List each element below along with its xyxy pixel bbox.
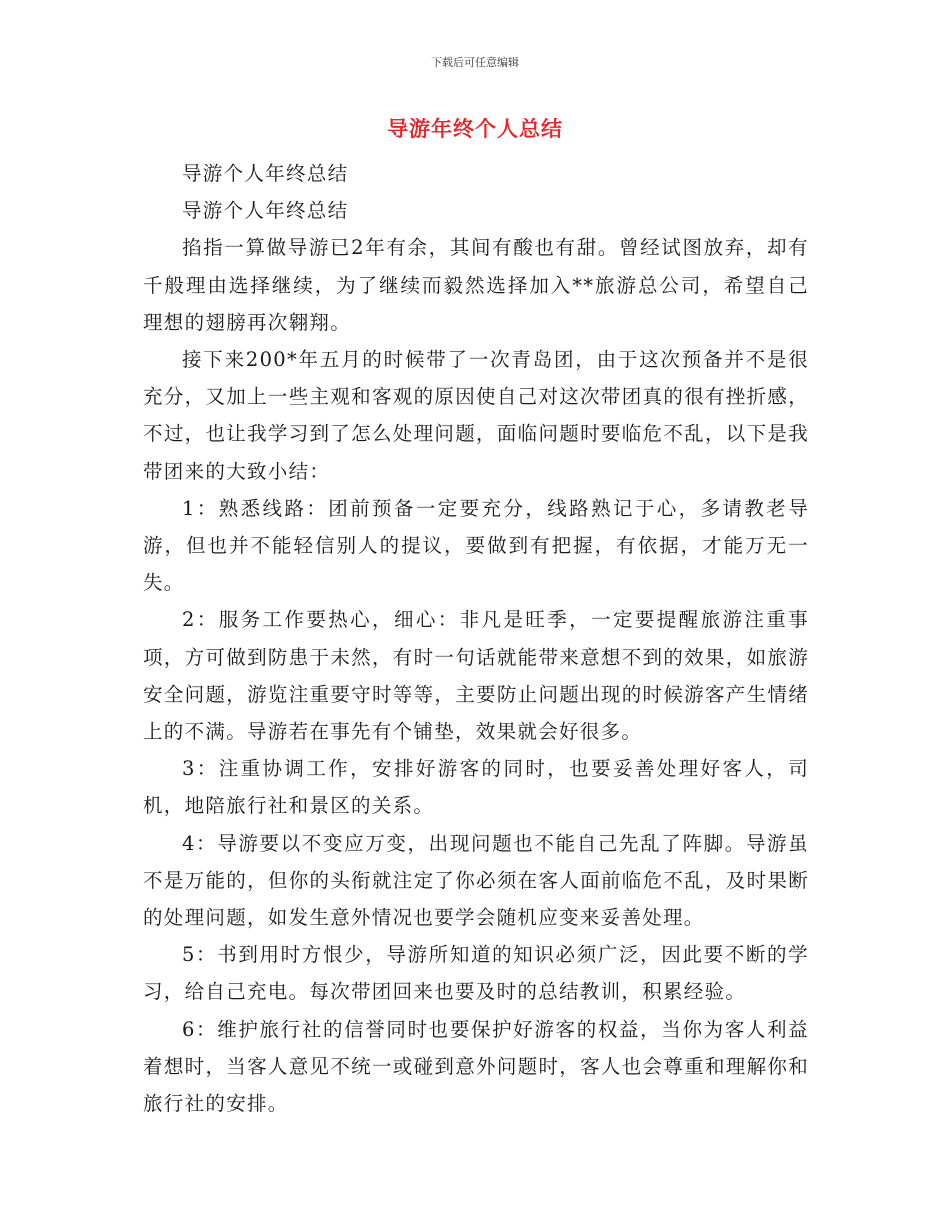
paragraph: 接下来200*年五月的时候带了一次青岛团，由于这次预备并不是很充分，又加上一些主观和客观的原因使自己对这次带团真的很有挫折感，不过，也让我学习到了怎么处理问题，面临问题时要临危不乱，以下是我带团来的大致小结： bbox=[143, 348, 809, 483]
paragraph: 5：书到用时方恨少，导游所知道的知识必须广泛，因此要不断的学习，给自己充电。每次带团回来也要及时的总结教训，积累经验。 bbox=[143, 943, 809, 1004]
paragraph: 3：注重协调工作，安排好游客的同时，也要妥善处理好客人，司机，地陪旅行社和景区的关系。 bbox=[143, 757, 809, 818]
document-title: 导游年终个人总结 bbox=[387, 117, 563, 141]
paragraph: 2：服务工作要热心，细心：非凡是旺季，一定要提醒旅游注重事项，方可做到防患于未然，有时一句话就能带来意想不到的效果，如旅游安全问题，游览注重要守时等等，主要防止问题出现的时候游客产生情绪上的不满。导游若在事先有个铺垫，效果就会好很多。 bbox=[143, 608, 809, 744]
paragraph: 导游个人年终总结 bbox=[182, 199, 349, 223]
paragraph: 掐指一算做导游已2年有余，其间有酸也有甜。曾经试图放弃，却有千般理由选择继续，为了继续而毅然选择加入**旅游总公司，希望自己理想的翅膀再次翱翔。 bbox=[143, 236, 809, 334]
paragraph: 6：维护旅行社的信誉同时也要保护好游客的权益，当你为客人利益着想时，当客人意见不统一或碰到意外问题时，客人也会尊重和理解你和旅行社的安排。 bbox=[143, 1017, 809, 1116]
header-note: 下载后可任意编辑 bbox=[431, 56, 519, 69]
document-body bbox=[143, 155, 809, 1122]
paragraph: 4：导游要以不变应万变，出现问题也不能自己先乱了阵脚。导游虽不是万能的，但你的头衔就注定了你必须在客人面前临危不乱，及时果断的处理问题，如发生意外情况也要学会随机应变来妥善处理。 bbox=[143, 831, 809, 930]
paragraph: 1：熟悉线路：团前预备一定要充分，线路熟记于心，多请教老导游，但也并不能轻信别人的提议，要做到有把握，有依据，才能万无一失。 bbox=[143, 496, 809, 595]
paragraph: 导游个人年终总结 bbox=[182, 162, 349, 185]
